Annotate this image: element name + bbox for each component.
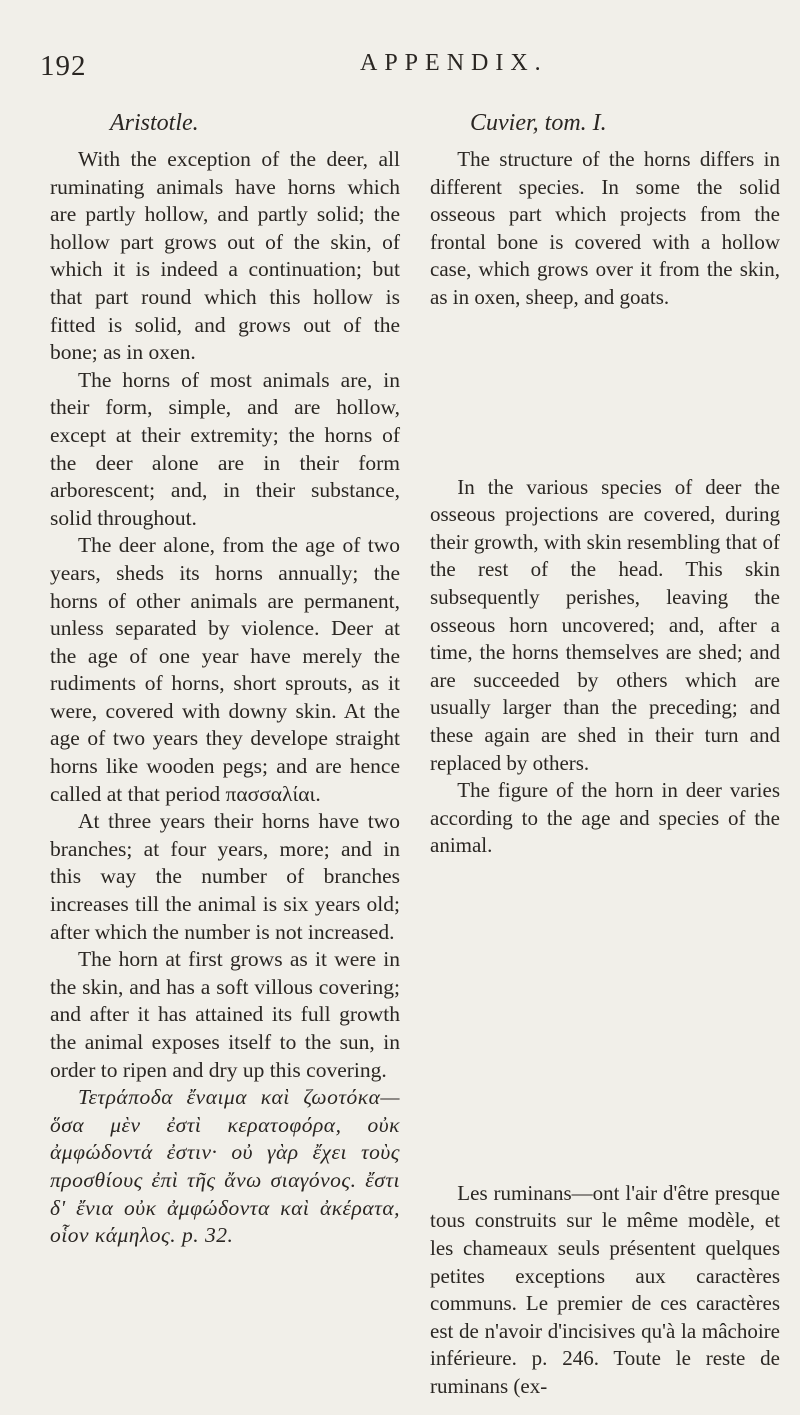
greek-quotation: Τετράποδα ἔναιμα καὶ ζωοτόκα—ὅσα μὲν ἐστὶ κερατοφόρα, οὐκ ἀμφώδοντά ἐστιν· οὐ γὰρ ἔχει τοὺς προσθίους ἐπὶ τῆς ἄνω σιαγόνος. ἔστι δ' ἔνια οὐκ ἀμφώδοντα καὶ ἀκέρατα, οἷον κάμηλος. p. 32. [50, 1085, 400, 1248]
paragraph: The horns of most animals are, in their form, simple, and are hollow, except at their extremity; the horns of the deer alone are in their form arborescent; and, in their substance, solid throughout. [50, 367, 400, 530]
column-heading-aristotle: Aristotle. [110, 110, 199, 136]
paragraph: At three years their horns have two branches; at four years, more; and in this way the number of branches increases till the animal is six years old; after which the number is not increased. [50, 809, 400, 944]
column-heading-cuvier: Cuvier, tom. I. [470, 110, 607, 136]
french-paragraph: Les ruminans—ont l'air d'être presque tous construits sur le même modèle, et les chameaux seuls présentent quelques petites exceptions aux caractères communs. Le premier de ces caractères est de n'avoir d'incisives qu'à la mâchoire inférieure. p. 246. Toute le reste de ruminans (ex- [430, 1180, 780, 1399]
running-head-title: APPENDIX. [360, 50, 548, 76]
paragraph: The figure of the horn in deer varies according to the age and species of the animal. [430, 778, 780, 858]
paragraph: The horn at first grows as it were in the skin, and has a soft villous covering; and after it has attained its full growth the animal exposes itself to the sun, in order to ripen and dry up this covering. [50, 947, 400, 1082]
page-number: 192 [40, 50, 87, 82]
paragraph: With the exception of the deer, all ruminating animals have horns which are partly hollow, and partly solid; the hollow part grows out of the skin, of which it is indeed a continuation; but that part round which this hollow is fitted is solid, and grows out of the bone; as in oxen. [50, 147, 400, 365]
paragraph: In the various species of deer the osseous projections are covered, during their growth, with skin resembling that of the rest of the head. This skin subsequently perishes, leaving the osseous horn uncovered; and, after a time, the horns themselves are shed; and are succeeded by others which are usually larger than the preceding; and these again are shed in their turn and replaced by others. [430, 474, 780, 775]
paragraph: The deer alone, from the age of two years, sheds its horns annually; the horns of other animals are permanent, unless separated by violence. Deer at the age of one year have merely the rudiments of horns, short sprouts, as it were, covered with downy skin. At the age of two years they develope straight horns like wooden pegs; and are hence called at that period πασσαλίαι. [50, 533, 400, 806]
running-head [40, 50, 780, 90]
paragraph: The structure of the horns differs in different species. In some the solid osseous part which projects from the frontal bone is covered with a hollow case, which grows over it from the skin, as in oxen, sheep, and goats. [430, 147, 780, 309]
right-column-cuvier [430, 108, 780, 1401]
left-column-aristotle [50, 108, 400, 1250]
